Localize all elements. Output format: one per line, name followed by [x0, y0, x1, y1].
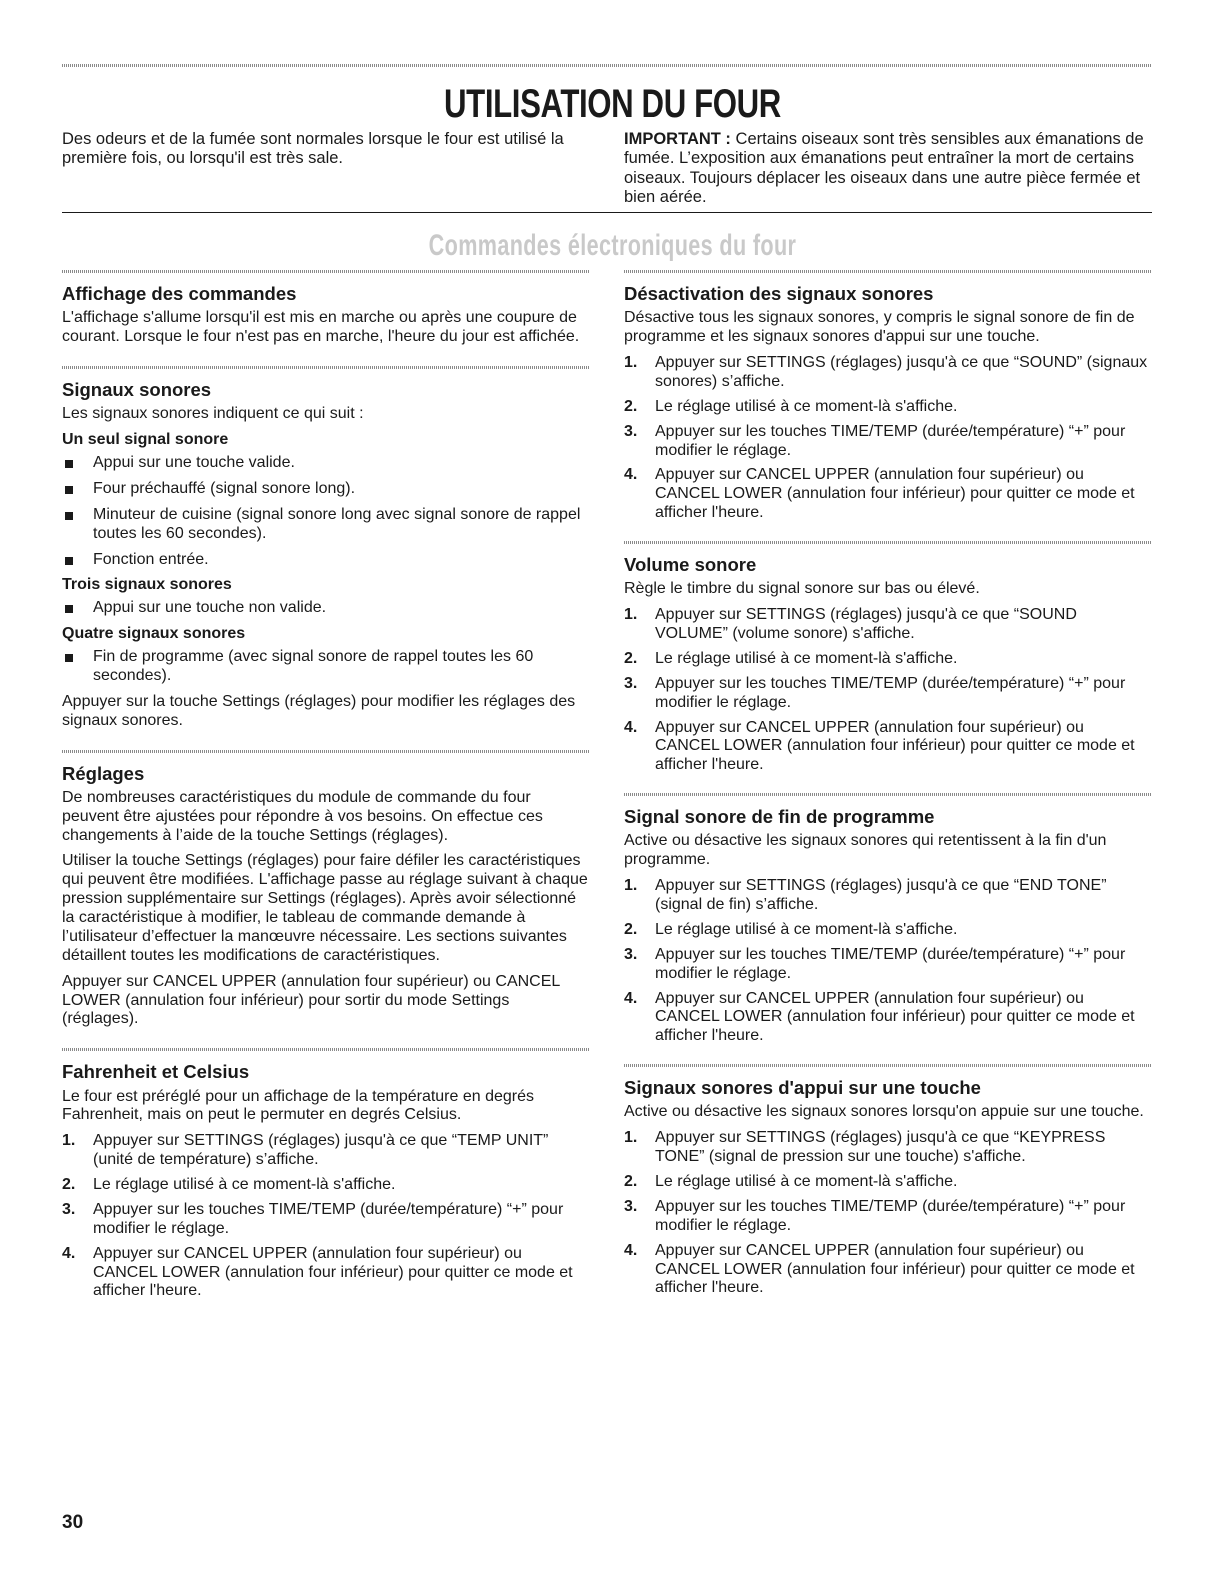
step-number: 2.: [624, 397, 638, 415]
list-item: [624, 877, 1152, 915]
section-heading: Signaux sonores: [62, 379, 212, 401]
section-appui-touche: [624, 1064, 1152, 1298]
step-number: 2.: [624, 1173, 638, 1191]
numbered-list: [624, 354, 1152, 523]
step-number: 2.: [624, 649, 638, 667]
section-heading: Volume sonore: [624, 554, 757, 576]
numbered-list: [624, 877, 1152, 1046]
section-text: L'affichage s'allume lorsqu'il est mis en marche ou après une coupure de courant. Lorsque le four n'est pas en marche, l'heure du jour est affichée.: [62, 309, 580, 346]
section-text: Active ou désactive les signaux sonores lorsqu'on appuie sur une touche.: [624, 1103, 1144, 1121]
section-divider: [62, 366, 590, 369]
section-text: Les signaux sonores indiquent ce qui suit :: [62, 405, 364, 423]
step-number: 4.: [624, 989, 638, 1007]
section-heading: Désactivation des signaux sonores: [624, 283, 934, 304]
step-number: 1.: [624, 354, 638, 372]
intro-divider: [62, 212, 1152, 213]
list-item: Four préchauffé (signal sonore long).: [62, 480, 590, 499]
numbered-list: [624, 606, 1152, 775]
section-text: Utiliser la touche Settings (réglages) pour faire défiler les caractéristiques qui peuvent être modifiées. L'affichage passe au réglage suivant à chaque pression supplémentaire sur Settings (réglages). Après avoir sélectionné la caractéristique à modifier, le tableau de commande demande à l’utilisateur d’effectuer la manœuvre nécessaire. Les sections suivantes détaillent toutes les modifications de caractéristiques.: [62, 852, 588, 964]
list-item: [624, 921, 1152, 940]
step-number: 3.: [624, 422, 638, 440]
step-number: 2.: [62, 1176, 76, 1194]
list-item: [62, 1176, 590, 1195]
step-number: 3.: [624, 945, 638, 963]
list-item: [62, 1201, 590, 1239]
left-column: [62, 270, 590, 1307]
step-number: 3.: [624, 1197, 638, 1215]
bullet-list: [62, 648, 590, 686]
list-item: [624, 1173, 1152, 1192]
section-text: De nombreuses caractéristiques du module de commande du four peuvent être ajustées pour répondre à vos besoins. On effectue ces changements à l’aide de la touche Settings (réglages).: [62, 788, 543, 844]
section-divider: [62, 270, 590, 273]
step-number: 1.: [624, 1129, 638, 1147]
list-item: Appui sur une touche valide.: [62, 454, 590, 473]
step-number: 3.: [624, 674, 638, 692]
section-reglages: [62, 750, 590, 1030]
list-item: Minuteur de cuisine (signal sonore long avec signal sonore de rappel toutes les 60 secondes).: [62, 506, 590, 544]
section-fahrenheit: [62, 1048, 590, 1301]
list-item: [624, 1198, 1152, 1236]
list-item: [624, 398, 1152, 417]
list-item: [62, 1132, 590, 1170]
list-item: [624, 466, 1152, 523]
step-text: Appuyer sur les touches TIME/TEMP (durée/température) “+” pour modifier le réglage.: [655, 945, 1126, 982]
numbered-list: [62, 1132, 590, 1301]
step-text: Appuyer sur les touches TIME/TEMP (durée/température) “+” pour modifier le réglage.: [93, 1200, 564, 1237]
section-heading: Réglages: [62, 762, 145, 784]
numbered-list: [624, 1129, 1152, 1298]
step-text: Appuyer sur SETTINGS (réglages) jusqu'à ce que “SOUND” (signaux sonores) s’affiche.: [655, 354, 1148, 390]
section-heading: Signal sonore de fin de programme: [624, 806, 935, 828]
step-text: Appuyer sur SETTINGS (réglages) jusqu'à ce que “SOUND VOLUME” (volume sonore) s'affiche.: [655, 606, 1077, 643]
step-text: Appuyer sur CANCEL UPPER (annulation four supérieur) ou CANCEL LOWER (annulation four inférieur) pour quitter ce mode et afficher l'heure.: [655, 1241, 1135, 1297]
step-number: 4.: [62, 1244, 76, 1262]
step-number: 1.: [62, 1132, 76, 1150]
step-number: 1.: [624, 606, 638, 624]
step-text: Appuyer sur CANCEL UPPER (annulation four supérieur) ou CANCEL LOWER (annulation four inférieur) pour quitter ce mode et afficher l'heure.: [655, 989, 1135, 1045]
subheading: Quatre signaux sonores: [62, 625, 246, 643]
list-item: [62, 1245, 590, 1302]
section-text: Désactive tous les signaux sonores, y compris le signal sonore de fin de programme et les signaux sonores d'appui sur une touche.: [624, 309, 1135, 346]
step-text: Appuyer sur CANCEL UPPER (annulation four supérieur) ou CANCEL LOWER (annulation four inférieur) pour quitter ce mode et afficher l'heure.: [655, 466, 1135, 522]
section-divider: [624, 793, 1152, 796]
step-number: 2.: [624, 920, 638, 938]
list-item: [624, 650, 1152, 669]
section-divider: [624, 270, 1152, 273]
list-item: Fonction entrée.: [62, 551, 590, 570]
list-item: [624, 606, 1152, 644]
list-item: [624, 675, 1152, 713]
step-text: Appuyer sur les touches TIME/TEMP (durée/température) “+” pour modifier le réglage.: [655, 1197, 1126, 1234]
important-label: IMPORTANT :: [624, 130, 731, 148]
section-desactivation: [624, 270, 1152, 523]
subheading: Un seul signal sonore: [62, 431, 229, 449]
step-number: 4.: [624, 718, 638, 736]
step-number: 1.: [624, 877, 638, 895]
right-column: [624, 270, 1152, 1304]
list-item: [624, 1242, 1152, 1299]
list-item: Fin de programme (avec signal sonore de rappel toutes les 60 secondes).: [62, 648, 590, 686]
section-divider: [62, 1048, 590, 1051]
step-number: 4.: [624, 466, 638, 484]
important-text: Certains oiseaux sont très sensibles aux émanations de fumée. L’exposition aux émanations peut entraîner la mort de certains oiseaux. Toujours déplacer les oiseaux dans une autre pièce fermée et bien aérée.: [624, 130, 1144, 206]
step-text: Le réglage utilisé à ce moment-là s'affiche.: [93, 1176, 396, 1194]
section-heading: Affichage des commandes: [62, 283, 297, 304]
section-volume: [624, 541, 1152, 775]
section-affichage: [62, 270, 590, 347]
list-item: Appui sur une touche non valide.: [62, 599, 590, 618]
step-text: Appuyer sur SETTINGS (réglages) jusqu'à ce que “TEMP UNIT” (unité de température) s’affiche.: [93, 1132, 549, 1169]
step-text: Appuyer sur SETTINGS (réglages) jusqu'à ce que “KEYPRESS TONE” (signal de pression sur une touche) s'affiche.: [655, 1129, 1106, 1166]
page-title: UTILISATION DU FOUR: [444, 82, 781, 126]
section-text: Règle le timbre du signal sonore sur bas ou élevé.: [624, 580, 980, 598]
section-heading: Signaux sonores d'appui sur une touche: [624, 1077, 981, 1099]
section-divider: [62, 750, 590, 753]
section-heading: Fahrenheit et Celsius: [62, 1061, 250, 1083]
step-number: 4.: [624, 1241, 638, 1259]
list-item: [624, 946, 1152, 984]
section-text: Le four est préréglé pour un affichage de la température en degrés Fahrenheit, mais on peut le permuter en degrés Celsius.: [62, 1087, 535, 1124]
bullet-list: [62, 454, 590, 569]
step-text: Appuyer sur les touches TIME/TEMP (durée/température) “+” pour modifier le réglage.: [655, 422, 1126, 459]
list-item: [624, 354, 1152, 392]
top-hatched-rule: [62, 64, 1152, 67]
intro-left: Des odeurs et de la fumée sont normales lorsque le four est utilisé la première fois, ou lorsqu'il est très sale.: [62, 130, 564, 168]
section-text: Appuyer sur la touche Settings (réglages) pour modifier les réglages des signaux sonores.: [62, 692, 576, 729]
step-text: Appuyer sur CANCEL UPPER (annulation four supérieur) ou CANCEL LOWER (annulation four inférieur) pour quitter ce mode et afficher l'heure.: [93, 1244, 573, 1300]
section-divider: [624, 541, 1152, 544]
list-item: [624, 990, 1152, 1047]
page-number: 30: [62, 1512, 84, 1533]
step-text: Appuyer sur SETTINGS (réglages) jusqu'à ce que “END TONE” (signal de fin) s’affiche.: [655, 877, 1107, 914]
section-title: Commandes électroniques du four: [428, 229, 797, 262]
list-item: [624, 423, 1152, 461]
section-divider: [624, 1064, 1152, 1067]
list-item: [624, 719, 1152, 776]
step-text: Le réglage utilisé à ce moment-là s'affiche.: [655, 649, 958, 667]
step-text: Appuyer sur les touches TIME/TEMP (durée/température) “+” pour modifier le réglage.: [655, 674, 1126, 711]
intro-right: [624, 130, 1164, 207]
section-signaux: [62, 366, 590, 731]
subheading: Trois signaux sonores: [62, 576, 232, 594]
section-fin-programme: [624, 793, 1152, 1046]
list-item: [624, 1129, 1152, 1167]
step-text: Le réglage utilisé à ce moment-là s'affiche.: [655, 397, 958, 415]
step-text: Appuyer sur CANCEL UPPER (annulation four supérieur) ou CANCEL LOWER (annulation four inférieur) pour quitter ce mode et afficher l'heure.: [655, 718, 1135, 774]
step-text: Le réglage utilisé à ce moment-là s'affiche.: [655, 920, 958, 938]
section-text: Active ou désactive les signaux sonores qui retentissent à la fin d'un programme.: [624, 832, 1107, 869]
step-number: 3.: [62, 1200, 76, 1218]
bullet-list: [62, 599, 590, 618]
step-text: Le réglage utilisé à ce moment-là s'affiche.: [655, 1173, 958, 1191]
section-text: Appuyer sur CANCEL UPPER (annulation four supérieur) ou CANCEL LOWER (annulation four inférieur) pour sortir du mode Settings (réglages).: [62, 972, 560, 1028]
